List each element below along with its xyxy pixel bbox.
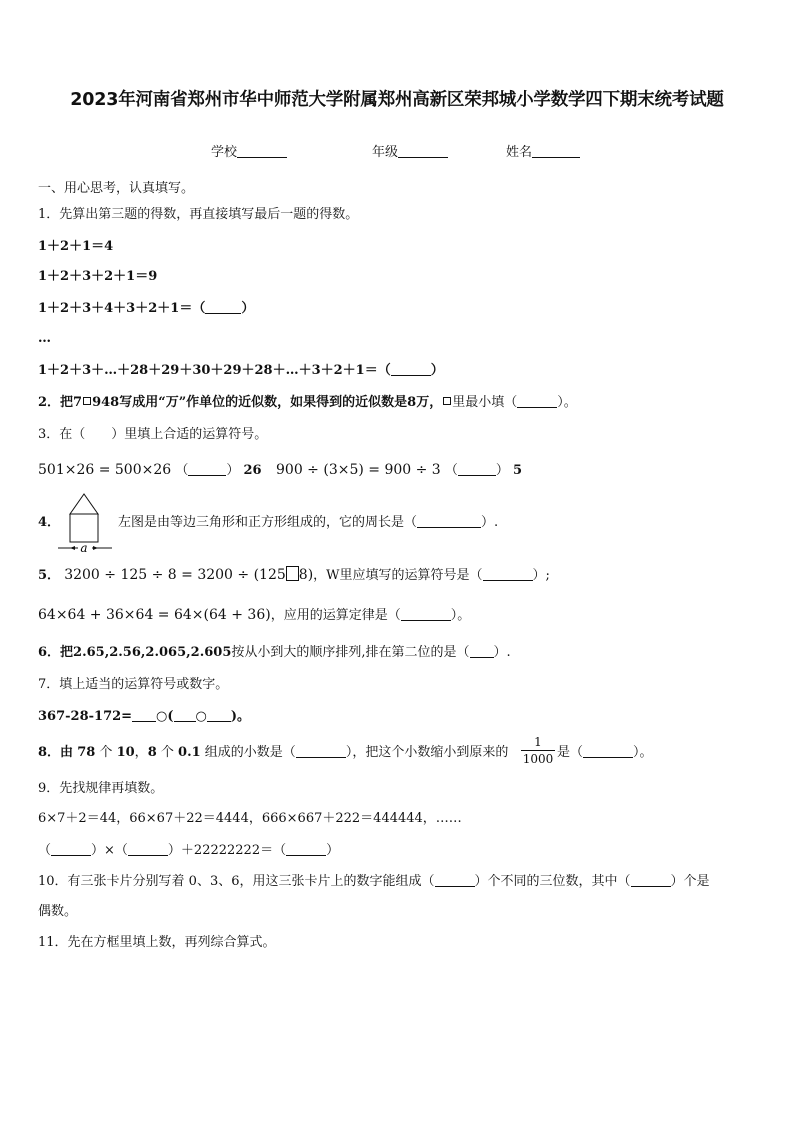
q8-text-f: ），把这个小数缩小到原来的 bbox=[345, 745, 509, 760]
q9-pattern: 6×7＋2＝44，66×67＋22＝4444，666×667＋222＝444444，…… bbox=[38, 811, 462, 826]
q9-paren-close: ） bbox=[326, 843, 340, 858]
q3-blank-2[interactable] bbox=[458, 475, 496, 476]
q10 bbox=[38, 873, 710, 891]
q3-expr-1-text: 501×26 = 500×26 bbox=[38, 462, 172, 478]
side-label: a bbox=[80, 541, 88, 554]
q2-text-c: 里最小填（ bbox=[452, 395, 518, 410]
q5-question-1: ，W里应填写的运算符号是（ bbox=[313, 568, 483, 583]
q9-stem: 9．先找规律再填数。 bbox=[38, 781, 164, 796]
q3-paren-close: ） bbox=[226, 463, 240, 478]
q2 bbox=[38, 394, 577, 412]
q9-times: ）×（ bbox=[91, 843, 128, 858]
q3-result-2: 5 bbox=[513, 463, 523, 478]
grade-label: 年级 bbox=[372, 145, 399, 160]
q10-blank-2[interactable] bbox=[631, 886, 671, 887]
q7-blank-1[interactable] bbox=[132, 721, 156, 722]
q9-blank-1[interactable] bbox=[51, 855, 91, 856]
q3-expr-2 bbox=[276, 461, 522, 480]
name-field bbox=[506, 141, 580, 160]
q8-text-b: 个 bbox=[99, 745, 113, 760]
q8-num-4: 0.1 bbox=[178, 745, 201, 760]
q8-num-1: 78 bbox=[77, 745, 96, 760]
q8-blank-1[interactable] bbox=[296, 757, 346, 758]
q2-blank[interactable] bbox=[517, 407, 557, 408]
q8-num-3: 8 bbox=[147, 745, 157, 760]
q6-text-c: 按从小到大的顺序排列,排在第二位的是（ bbox=[231, 645, 470, 660]
q4-text bbox=[118, 514, 498, 532]
triangle-shape bbox=[70, 494, 98, 514]
arrow-head-right bbox=[93, 546, 98, 550]
q3-paren-open: （ bbox=[175, 463, 189, 478]
q11-stem: 11．先在方框里填上数，再列综合算式。 bbox=[38, 935, 276, 950]
q3-stem: 3．在（ ）里填上合适的运算符号。 bbox=[38, 427, 268, 442]
q5-expr-1b: 8) bbox=[298, 567, 314, 583]
q10-text-a: 10．有三张卡片分别写着 0、3、6，用这三张卡片上的数字能组成（ bbox=[38, 874, 435, 889]
q7-paren-close: )。 bbox=[230, 709, 251, 724]
operator-circle-icon: ○ bbox=[156, 709, 168, 724]
q9-fill bbox=[38, 842, 339, 860]
fraction-numerator: 1 bbox=[521, 734, 555, 751]
q5-number: 5． bbox=[38, 568, 61, 583]
fraction bbox=[521, 734, 555, 767]
q1-blank-2[interactable] bbox=[391, 375, 431, 376]
q8-text-e: 组成的小数是（ bbox=[204, 745, 296, 760]
q7-stem: 7．填上适当的运算符号或数字。 bbox=[38, 677, 229, 692]
q7-expr: 367-28-172= bbox=[38, 709, 133, 724]
q2-text-a: 2．把7 bbox=[38, 395, 83, 410]
q8-tail bbox=[557, 744, 653, 762]
q7-blank-3[interactable] bbox=[207, 721, 231, 722]
q10-blank-1[interactable] bbox=[435, 886, 475, 887]
q5-blank-2[interactable] bbox=[401, 620, 451, 621]
digit-box-icon bbox=[83, 397, 91, 405]
q3-expr-1 bbox=[38, 461, 262, 480]
q8-text-c: ， bbox=[134, 745, 148, 760]
name-label: 姓名 bbox=[506, 145, 533, 160]
q8-num-2: 10 bbox=[116, 745, 135, 760]
q4-text-end: ）. bbox=[481, 515, 499, 530]
grade-blank[interactable] bbox=[398, 157, 448, 158]
q8-text-g: 是（ bbox=[557, 745, 584, 760]
q1-line-1: 1＋2＋1＝4 bbox=[38, 239, 114, 254]
q5-line-2 bbox=[38, 606, 470, 625]
q1-line-5-expr: 1＋2＋3＋…＋28＋29＋30＋29＋28＋…＋3＋2＋1＝（ bbox=[38, 363, 391, 378]
q7-expression bbox=[38, 708, 250, 726]
q8-blank-2[interactable] bbox=[583, 757, 633, 758]
q7-paren-open: ( bbox=[167, 709, 174, 724]
q4-number: 4． bbox=[38, 515, 61, 530]
digit-box-icon bbox=[443, 397, 451, 405]
section-heading: 一、用心思考，认真填写。 bbox=[38, 181, 195, 196]
q1-line-3-expr: 1＋2＋3＋4＋3＋2＋1＝（ bbox=[38, 301, 206, 316]
q6-numbers: 2.65,2.56,2.065,2.605 bbox=[73, 645, 232, 660]
name-blank[interactable] bbox=[532, 157, 580, 158]
q1-line-5-close: ） bbox=[430, 363, 444, 378]
operator-box-icon bbox=[286, 566, 299, 581]
q5-question-2-end: ）。 bbox=[450, 608, 471, 623]
q10-continuation: 偶数。 bbox=[38, 904, 78, 919]
triangle-square-figure bbox=[58, 492, 114, 554]
q9-blank-2[interactable] bbox=[128, 855, 168, 856]
q1-ellipsis: … bbox=[38, 331, 51, 346]
operator-circle-icon: ○ bbox=[195, 709, 207, 724]
q3-expr-2-text: 900 ÷ (3×5) = 900 ÷ 3 bbox=[276, 462, 441, 478]
q5-expr-1a: 3200 ÷ 125 ÷ 8 = 3200 ÷ (125 bbox=[64, 567, 286, 583]
q5-line-1 bbox=[38, 566, 550, 585]
q1-blank-1[interactable] bbox=[205, 313, 241, 314]
q5-question-2: ，应用的运算定律是（ bbox=[270, 608, 401, 623]
q8-text-a: 8．由 bbox=[38, 745, 74, 760]
q6-text-a: 6．把 bbox=[38, 645, 74, 660]
q5-blank-1[interactable] bbox=[483, 580, 533, 581]
q1-stem: 1．先算出第三题的得数，再直接填写最后一题的得数。 bbox=[38, 207, 359, 222]
school-field bbox=[211, 141, 287, 160]
q1-line-5 bbox=[38, 362, 444, 380]
q3-result-1: 26 bbox=[243, 463, 262, 478]
q2-text-d: ）。 bbox=[557, 395, 577, 410]
q9-paren-1: （ bbox=[38, 843, 52, 858]
grade-field bbox=[372, 141, 448, 160]
q1-line-3 bbox=[38, 300, 254, 318]
q5-expr-2: 64×64 + 36×64 = 64×(64 + 36) bbox=[38, 607, 271, 623]
q9-blank-3[interactable] bbox=[286, 855, 326, 856]
q9-plus: ）＋22222222＝（ bbox=[167, 843, 287, 858]
q10-text-b: ）个不同的三位数，其中（ bbox=[474, 874, 631, 889]
q8 bbox=[38, 744, 508, 762]
q8-text-h: ）。 bbox=[633, 745, 653, 760]
school-label: 学校 bbox=[211, 145, 238, 160]
fraction-denominator: 1000 bbox=[522, 752, 554, 766]
q1-line-3-close: ） bbox=[241, 301, 255, 316]
q10-text-c: ）个是 bbox=[670, 874, 710, 889]
square-shape bbox=[70, 514, 98, 542]
q3-blank-1[interactable] bbox=[188, 475, 226, 476]
q6-blank[interactable] bbox=[470, 657, 494, 658]
arrow-head-left bbox=[70, 546, 75, 550]
q2-text-b: 948写成用“万”作单位的近似数，如果得到的近似数是8万， bbox=[92, 395, 443, 410]
q6-text-d: ）. bbox=[493, 645, 511, 660]
q6 bbox=[38, 644, 511, 662]
q8-text-d: 个 bbox=[160, 745, 174, 760]
school-blank[interactable] bbox=[237, 157, 287, 158]
q4-text-body: 左图是由等边三角形和正方形组成的，它的周长是（ bbox=[118, 515, 418, 530]
q3-paren-close: ） bbox=[495, 463, 509, 478]
q4-blank[interactable] bbox=[417, 527, 481, 528]
q1-line-2: 1＋2＋3＋2＋1＝9 bbox=[38, 269, 158, 284]
q7-blank-2[interactable] bbox=[174, 721, 196, 722]
page-title: 2023年河南省郑州市华中师范大学附属郑州高新区荣邦城小学数学四下期末统考试题 bbox=[70, 90, 724, 110]
q3-paren-open: （ bbox=[444, 463, 458, 478]
q5-question-1-end: ）; bbox=[532, 568, 550, 583]
